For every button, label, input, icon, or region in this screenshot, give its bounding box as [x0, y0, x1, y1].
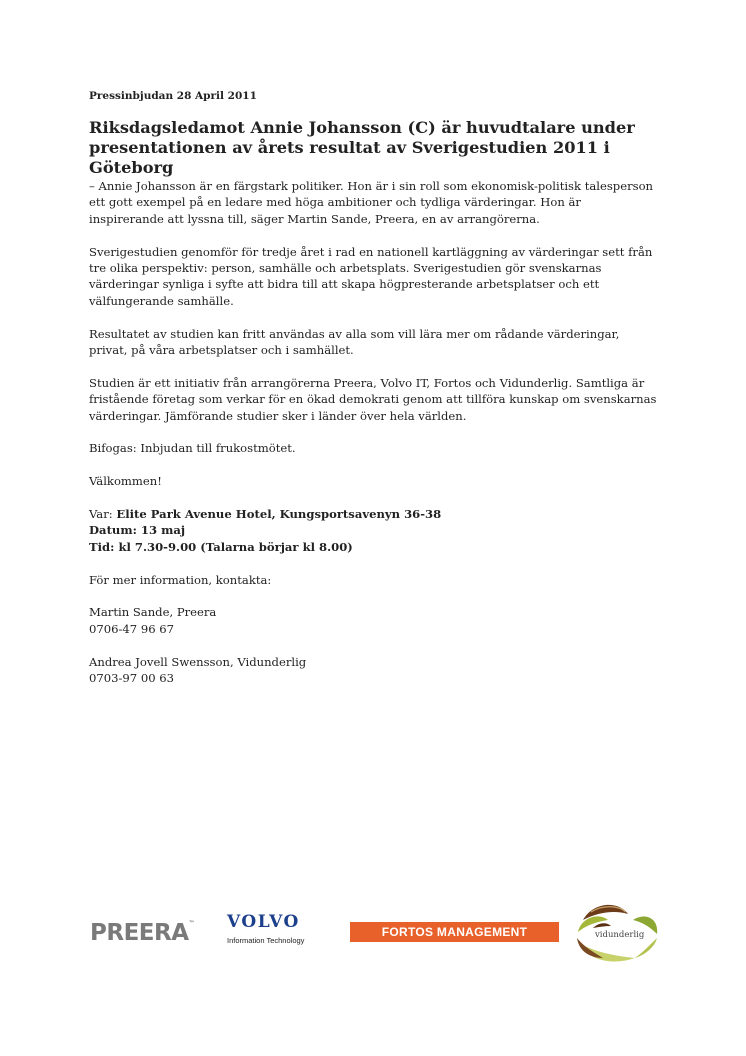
volvo-logo-text: VOLVO	[227, 912, 300, 932]
contact-2-phone: 0703-97 00 63	[89, 671, 175, 686]
contact-2	[89, 654, 659, 687]
dateline: Pressinbjudan 28 April 2011	[89, 90, 257, 102]
paragraph-welcome: Välkommen!	[89, 474, 162, 489]
paragraph-results: Resultatet av studien kan fritt användas av alla som vill lära mer om rådande värderingar, privat, på våra arbetsplatser och i samhället.	[89, 326, 620, 358]
paragraph-attachment: Bifogas: Inbjudan till frukostmötet.	[89, 441, 296, 456]
contact-intro: För mer information, kontakta:	[89, 572, 272, 587]
fortos-logo: FORTOS MANAGEMENT CONSULTING	[350, 922, 559, 942]
volvo-logo	[227, 912, 304, 945]
paragraph-quote: – Annie Johansson är en färgstark politiker. Hon är i sin roll som ekonomisk-politisk talesperson ett gott exempel på en ledare med höga ambitioner och tydliga värderingar. Hon är inspirerande att lyssna till, säger Martin Sande, Preera, en av arrangörerna.	[89, 179, 654, 226]
preera-tm: ™	[188, 920, 195, 927]
paragraph-initiative: Studien är ett initiativ från arrangörerna Preera, Volvo IT, Fortos och Vidunderlig. Samtliga är fristående företag som verkar för en ökad demokrati genom att tillföra kunskap om svenskarnas värderingar. Jämförande studier sker i länder över hela världen.	[89, 375, 657, 423]
event-date: Datum: 13 maj	[89, 523, 186, 538]
contact-2-name: Andrea Jovell Swensson, Vidunderlig	[89, 654, 307, 669]
preera-logo	[90, 920, 194, 946]
event-details	[89, 506, 659, 555]
sponsor-logos	[0, 900, 746, 970]
event-time: Tid: kl 7.30-9.00 (Talarna börjar kl 8.00)	[89, 539, 353, 554]
event-location: Elite Park Avenue Hotel, Kungsportsavenyn 36-38	[116, 507, 442, 522]
contact-1-phone: 0706-47 96 67	[89, 621, 175, 636]
contact-1-name: Martin Sande, Preera	[89, 605, 217, 620]
volvo-logo-subtitle: Information Technology	[227, 936, 305, 945]
paragraph-study: Sverigestudien genomför för tredje året i rad en nationell kartläggning av värderingar sett från tre olika perspektiv: person, samhälle och arbetsplats. Sverigestudien gör svenskarnas värderingar synliga i syfte att bidra till att skapa högpresterande arbetsplatser och ett välfungerande samhälle.	[89, 244, 653, 308]
body-text	[89, 178, 659, 703]
vidunderlig-logo-text: vidunderlig	[595, 930, 645, 940]
preera-logo-text: PREERA	[90, 920, 189, 946]
headline: Riksdagsledamot Annie Johansson (C) är huvudtalare under presentationen av årets resultat av Sverigestudien 2011 i Göteborg	[89, 118, 635, 177]
vidunderlig-logo	[573, 900, 663, 966]
contact-1	[89, 604, 659, 637]
event-location-label: Var:	[89, 507, 117, 522]
